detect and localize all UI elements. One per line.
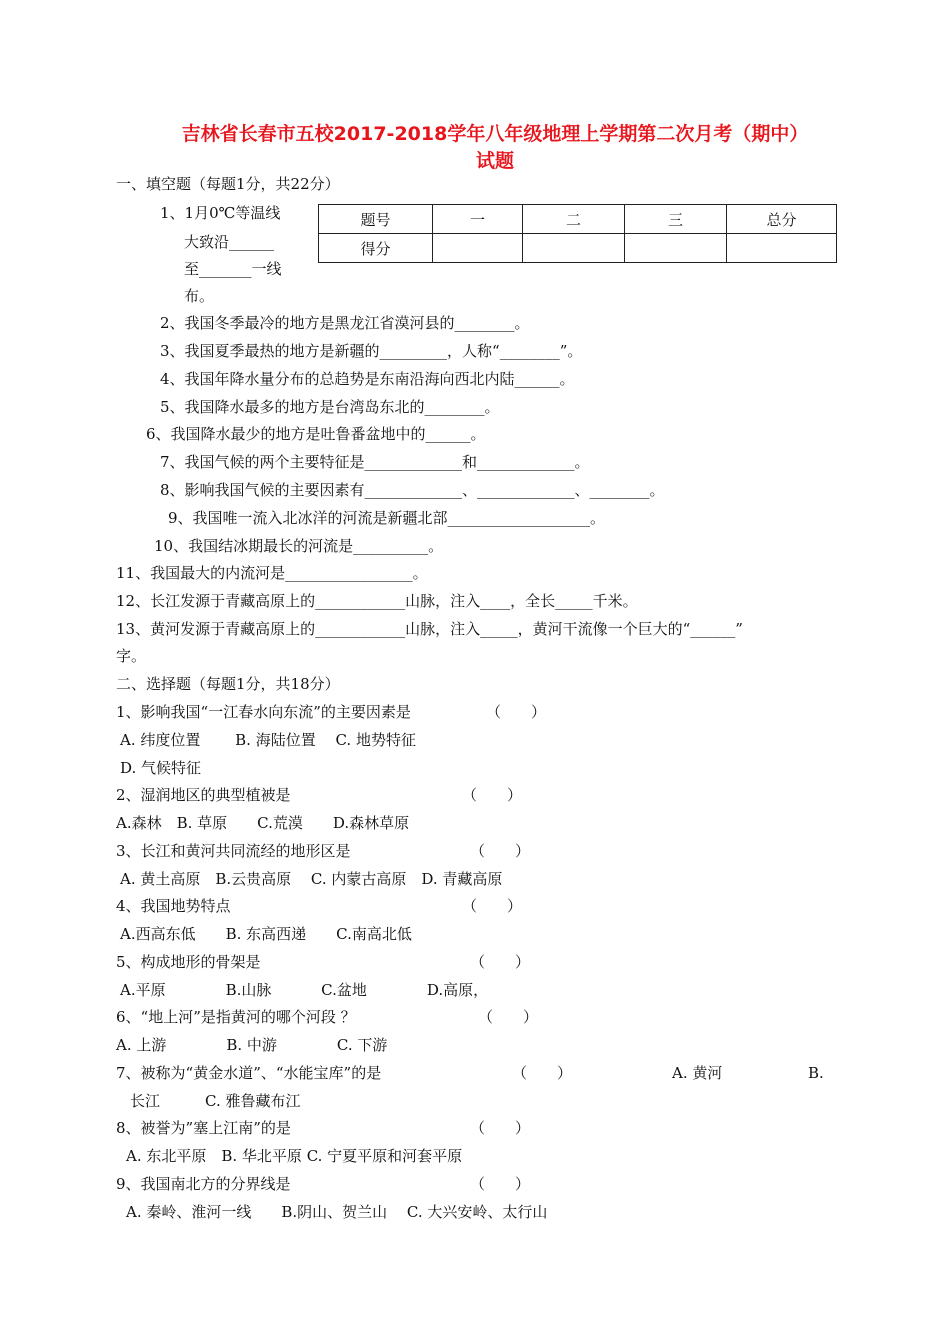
choice-options: A. 黄土高原 B.云贵高原 C. 内蒙古高原 D. 青藏高原 — [120, 870, 503, 888]
question-1-line: 1、1月0℃等温线 — [160, 204, 281, 222]
fill-question: 9、我国唯一流入北冰洋的河流是新疆北部___________________。 — [168, 509, 606, 527]
choice-question: 6、“地上河”是指黄河的哪个河段 ？ — [116, 1008, 356, 1026]
choice-options: A. 东北平原 B. 华北平原 C. 宁夏平原和河套平原 — [126, 1147, 463, 1165]
fill-question: 8、影响我国气候的主要因素有_____________、_____________、________。 — [160, 481, 665, 499]
choice-question: 3、长江和黄河共同流经的地形区是 — [116, 842, 351, 860]
score-table — [318, 204, 837, 263]
fill-question: 12、长江发源于青藏高原上的____________山脉，注入____，全长_____千米。 — [116, 592, 638, 610]
score-input-cell[interactable] — [727, 234, 837, 263]
choice-options: 长江 C. 雅鲁藏布江 — [130, 1092, 301, 1110]
question-1-line: 至_______一线 — [184, 260, 282, 278]
choice-options: A.平原 B.山脉 C.盆地 D.高原， — [120, 981, 489, 999]
page-title-continued: 试题 — [475, 150, 514, 172]
score-input-cell[interactable] — [433, 234, 523, 263]
score-table-cell: 题号 — [319, 205, 433, 234]
question-1-line: 布。 — [184, 287, 215, 305]
answer-bracket: （ ） — [470, 953, 531, 971]
score-table-cell: 三 — [625, 205, 727, 234]
score-table-header-row — [319, 205, 837, 234]
answer-bracket: （ ） — [470, 1175, 531, 1193]
fill-question: 3、我国夏季最热的地方是新疆的_________，人称“________”。 — [160, 342, 583, 360]
score-table-cell: 二 — [523, 205, 625, 234]
score-input-cell[interactable] — [523, 234, 625, 263]
choice-options: A. 黄河 — [672, 1064, 723, 1082]
answer-bracket: （ ） — [462, 897, 523, 915]
choice-question: 2、湿润地区的典型植被是 — [116, 786, 291, 804]
choice-options: B. — [808, 1064, 824, 1082]
answer-bracket: （ ） — [486, 703, 547, 721]
fill-question: 10、我国结冰期最长的河流是__________。 — [154, 537, 444, 555]
answer-bracket: （ ） — [470, 842, 531, 860]
section1-heading: 一、填空题（每题1分，共22分） — [116, 175, 340, 193]
answer-bracket: （ ） — [512, 1064, 573, 1082]
fill-question: 6、我国降水最少的地方是吐鲁番盆地中的______。 — [146, 425, 486, 443]
choice-options: A.西高东低 B. 东高西递 C.南高北低 — [120, 925, 412, 943]
choice-question: 9、我国南北方的分界线是 — [116, 1175, 291, 1193]
score-table-cell: 总分 — [727, 205, 837, 234]
score-input-cell[interactable] — [625, 234, 727, 263]
choice-options: A.森林 B. 草原 C.荒漠 D.森林草原 — [116, 814, 410, 832]
answer-bracket: （ ） — [478, 1008, 539, 1026]
fill-question: 5、我国降水最多的地方是台湾岛东北的________。 — [160, 398, 500, 416]
section2-heading: 二、选择题（每题1分，共18分） — [116, 675, 340, 693]
answer-bracket: （ ） — [470, 1119, 531, 1137]
choice-options: D. 气候特征 — [120, 759, 202, 777]
fill-question: 11、我国最大的内流河是_________________。 — [116, 564, 428, 582]
choice-question: 8、被誉为”塞上江南”的是 — [116, 1119, 291, 1137]
page-title: 吉林省长春市五校2017-2018学年八年级地理上学期第二次月考（期中） — [181, 123, 809, 145]
choice-options: A. 上游 B. 中游 C. 下游 — [116, 1036, 388, 1054]
choice-options: A. 纬度位置 B. 海陆位置 C. 地势特征 — [120, 731, 416, 749]
score-table-cell: 得分 — [319, 234, 433, 263]
choice-question: 4、我国地势特点 — [116, 897, 231, 915]
score-table-score-row — [319, 234, 837, 263]
choice-question: 7、被称为“黄金水道”、“水能宝库”的是 — [116, 1064, 382, 1082]
choice-options: A. 秦岭、淮河一线 B.阴山、贺兰山 C. 大兴安岭、太行山 — [126, 1203, 548, 1221]
score-table-cell: 一 — [433, 205, 523, 234]
fill-question: 4、我国年降水量分布的总趋势是东南沿海向西北内陆______。 — [160, 370, 575, 388]
fill-question: 13、黄河发源于青藏高原上的____________山脉，注入_____，黄河干流像一个巨大的“______” — [116, 620, 743, 638]
answer-bracket: （ ） — [462, 786, 523, 804]
choice-question: 5、构成地形的骨架是 — [116, 953, 261, 971]
fill-question: 7、我国气候的两个主要特征是_____________和_____________。 — [160, 453, 590, 471]
question-1-line: 大致沿______ — [184, 233, 275, 251]
fill-question-continued: 字。 — [116, 647, 147, 665]
choice-question: 1、影响我国“一江春水向东流”的主要因素是 — [116, 703, 411, 721]
fill-question: 2、我国冬季最冷的地方是黑龙江省漠河县的________。 — [160, 314, 530, 332]
